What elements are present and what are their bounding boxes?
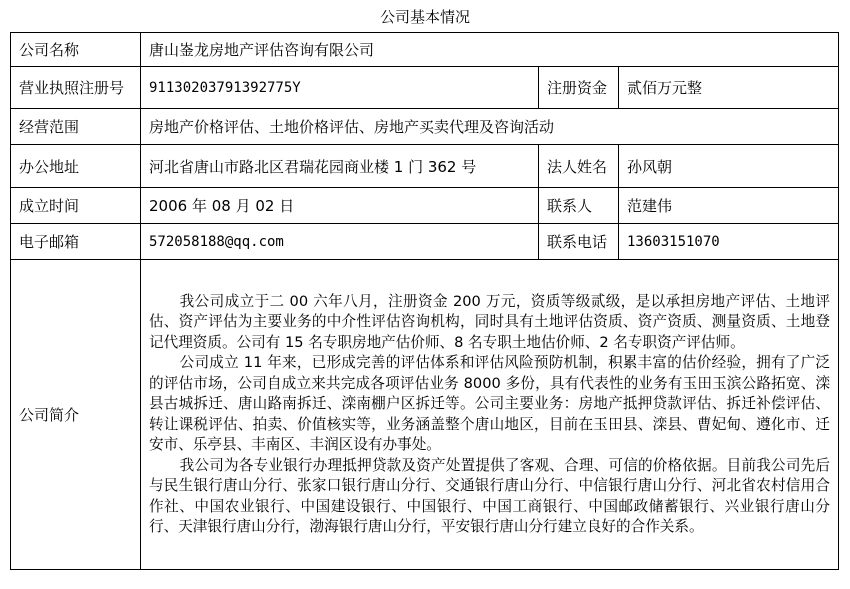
intro-value (141, 260, 839, 570)
table-row (11, 67, 839, 109)
email-value: 572058188@qq.com (141, 224, 539, 260)
address-value: 河北省唐山市路北区君瑞花园商业楼 1 门 362 号 (141, 145, 539, 188)
company-info-table (10, 32, 839, 570)
phone-value: 13603151070 (619, 224, 839, 260)
intro-paragraph: 我公司成立于二 00 六年八月，注册资金 200 万元，资质等级贰级，是以承担房地产评估、土地评估、资产评估为主要业务的中介性评估咨询机构，同时具有土地评估资质、资产资质、测量资质、土地登记代理资质。公司有 15 名专职房地产估价师、8 名专职土地估价师、2 名专职资产评估师。 (149, 292, 830, 351)
company-name-value: 唐山崟龙房地产评估咨询有限公司 (141, 33, 839, 67)
company-name-label: 公司名称 (11, 33, 141, 67)
license-value: 91130203791392775Y (141, 67, 539, 109)
table-row (11, 145, 839, 188)
scope-label: 经营范围 (11, 109, 141, 145)
email-label: 电子邮箱 (11, 224, 141, 260)
established-value: 2006 年 08 月 02 日 (141, 188, 539, 224)
address-label: 办公地址 (11, 145, 141, 188)
license-label: 营业执照注册号 (11, 67, 141, 109)
capital-label: 注册资金 (539, 67, 619, 109)
established-label: 成立时间 (11, 188, 141, 224)
phone-label: 联系电话 (539, 224, 619, 260)
table-row (11, 33, 839, 67)
intro-paragraph: 公司成立 11 年来，已形成完善的评估体系和评估风险预防机制，积累丰富的估价经验，拥有了广泛的评估市场，公司自成立来共完成各项评估业务 8000 多份，具有代表性的业务有玉田玉滨公路拓宽、滦县古城拆迁、唐山路南拆迁、滦南棚户区拆迁等。公司主要业务：房地产抵押贷款评估、拆迁补偿评估、转让课税评估、拍卖、价值核实等，业务涵盖整个唐山地区，目前在玉田县、滦县、曹妃甸、遵化市、迁安市、乐亭县、丰南区、丰润区设有办事处。 (149, 354, 830, 453)
contact-value: 范建伟 (619, 188, 839, 224)
table-row (11, 224, 839, 260)
table-row (11, 260, 839, 570)
page-title: 公司基本情况 (379, 8, 470, 26)
table-row (11, 188, 839, 224)
legal-person-label: 法人姓名 (539, 145, 619, 188)
intro-paragraph: 我公司为各专业银行办理抵押贷款及资产处置提供了客观、合理、可信的价格依据。目前我公司先后与民生银行唐山分行、张家口银行唐山分行、交通银行唐山分行、中信银行唐山分行、河北省农村信用合作社、中国农业银行、中国建设银行、中国银行、中国工商银行、中国邮政储蓄银行、兴业银行唐山分行、天津银行唐山分行，渤海银行唐山分行，平安银行唐山分行建立良好的合作关系。 (149, 456, 830, 535)
table-row (11, 109, 839, 145)
legal-person-value: 孙风朝 (619, 145, 839, 188)
intro-label: 公司简介 (11, 260, 141, 570)
contact-label: 联系人 (539, 188, 619, 224)
capital-value: 贰佰万元整 (619, 67, 839, 109)
scope-value: 房地产价格评估、土地价格评估、房地产买卖代理及咨询活动 (141, 109, 839, 145)
